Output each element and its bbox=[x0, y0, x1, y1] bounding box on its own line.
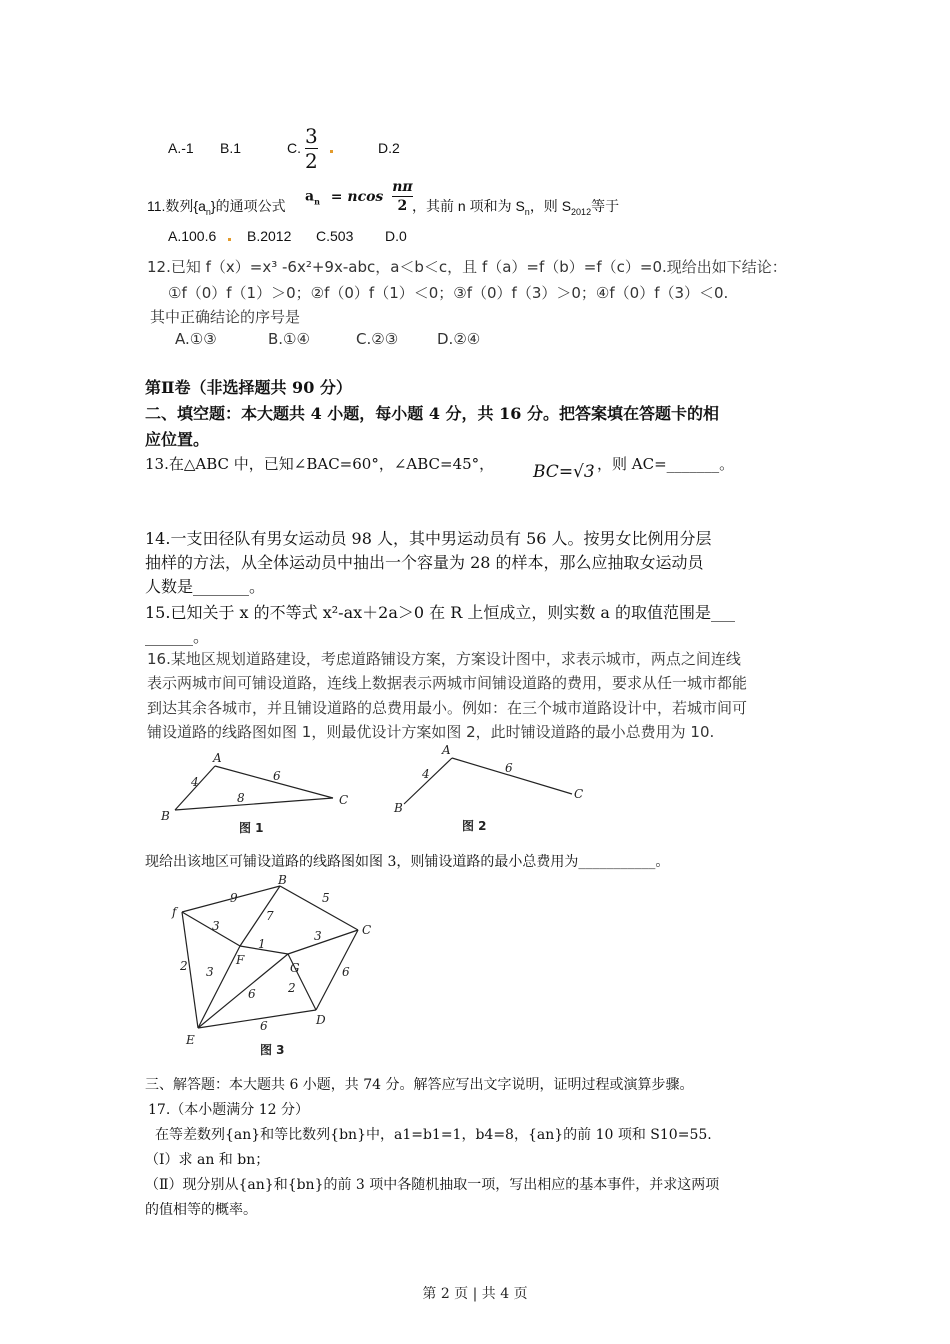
q12-option-d: D.②④ bbox=[437, 330, 481, 348]
figure-3 bbox=[160, 872, 390, 1061]
svg-text:7: 7 bbox=[266, 909, 274, 923]
q17-title: 17.（本小题满分 12 分） bbox=[148, 1102, 309, 1118]
svg-text:9: 9 bbox=[230, 891, 238, 905]
q10-option-b: B.1 bbox=[220, 140, 242, 156]
q11-text: 11.数列$\{a_n\}$的通项公式 bbox=[147, 198, 286, 217]
svg-text:2: 2 bbox=[180, 959, 188, 973]
q17-part2-line1: （Ⅱ）现分别从{an}和{bn}的前 3 项中各随机抽取一项，写出相应的基本事件，并求这两项 bbox=[145, 1177, 720, 1193]
q15-line1: 15.已知关于 x 的不等式 x²-ax＋2a＞0 在 R 上恒成立，则实数 a 的取值范围是___ bbox=[145, 603, 736, 622]
svg-text:A: A bbox=[213, 752, 222, 765]
q14-line2: 抽样的方法，从全体运动员中抽出一个容量为 28 的样本，那么应抽取女运动员 bbox=[145, 553, 704, 572]
q16-after: 现给出该地区可铺设道路的线路图如图 3，则铺设道路的最小总费用为___________。 bbox=[145, 854, 670, 870]
svg-text:6: 6 bbox=[248, 987, 256, 1001]
svg-text:3: 3 bbox=[314, 929, 322, 943]
q17-part1: （Ⅰ）求 an 和 bn； bbox=[145, 1152, 270, 1168]
q10-option-c: C. bbox=[287, 140, 301, 156]
svg-text:4: 4 bbox=[422, 767, 430, 781]
svg-text:C: C bbox=[362, 923, 372, 937]
figure-2 bbox=[390, 742, 600, 841]
q11-option-a: A.100.6 bbox=[168, 228, 217, 244]
figure-1 bbox=[155, 752, 365, 844]
q14-line1: 14.一支田径队有男女运动员 98 人，其中男运动员有 56 人。按男女比例用分层 bbox=[145, 529, 712, 548]
page-footer: 第 2 页 | 共 4 页 bbox=[422, 1286, 528, 1302]
svg-text:图 2: 图 2 bbox=[462, 819, 487, 833]
q16-line4: 铺设道路的线路图如图 1，则最优设计方案如图 2，此时铺设道路的最小总费用为 10. bbox=[147, 723, 715, 741]
svg-text:6: 6 bbox=[260, 1019, 268, 1033]
fill-heading-line1: 二、填空题：本大题共 4 小题，每小题 4 分，共 16 分。把答案填在答题卡的相 bbox=[145, 404, 719, 423]
svg-text:6: 6 bbox=[505, 761, 513, 775]
section3-heading: 三、解答题：本大题共 6 小题，共 74 分。解答应写出文字说明，证明过程或演算步骤。 bbox=[145, 1077, 694, 1093]
q12-option-c: C.②③ bbox=[356, 330, 399, 348]
svg-text:F: F bbox=[236, 953, 245, 967]
q10-option-a: A.-1 bbox=[168, 140, 194, 156]
svg-text:4: 4 bbox=[191, 775, 199, 789]
svg-text:E: E bbox=[186, 1033, 195, 1047]
scan-dot bbox=[228, 238, 231, 241]
q15-line2: ______。 bbox=[145, 627, 210, 646]
q13-text: 13.在△ABC 中，已知∠BAC=60°，∠ABC=45°， bbox=[145, 455, 495, 473]
q11-option-b: B.2012 bbox=[247, 228, 292, 244]
fill-heading-line2: 应位置。 bbox=[145, 430, 210, 449]
q11-suffix: ，其前 n 项和为 $S_n$，则 $S_{2012}$等于 bbox=[412, 198, 620, 217]
svg-text:6: 6 bbox=[273, 769, 281, 783]
svg-text:B: B bbox=[394, 801, 403, 815]
svg-text:8: 8 bbox=[237, 791, 245, 805]
q17-part2-line2: 的值相等的概率。 bbox=[145, 1202, 257, 1218]
svg-text:D: D bbox=[316, 1013, 326, 1027]
q10-option-d: D.2 bbox=[378, 140, 400, 156]
svg-text:B: B bbox=[278, 873, 287, 887]
svg-text:图 1: 图 1 bbox=[239, 821, 264, 835]
section2-title: 第Ⅱ卷（非选择题共 90 分） bbox=[145, 378, 352, 397]
svg-text:6: 6 bbox=[342, 965, 350, 979]
q11-option-d: D.0 bbox=[385, 228, 407, 244]
svg-text:1: 1 bbox=[258, 937, 266, 951]
svg-text:5: 5 bbox=[322, 891, 330, 905]
svg-text:2: 2 bbox=[288, 981, 296, 995]
q12-line3: 其中正确结论的序号是 bbox=[150, 308, 301, 326]
q16-line2: 表示两城市间可铺设道路，连线上数据表示两城市间铺设道路的费用，要求从任一城市都能 bbox=[147, 674, 748, 692]
q11-formula: $a_n = ncos$ $\frac{n\pi}{2}$ bbox=[305, 179, 413, 214]
svg-text:B: B bbox=[161, 809, 170, 823]
svg-text:3: 3 bbox=[206, 965, 214, 979]
svg-text:3: 3 bbox=[212, 919, 220, 933]
q17-line1: 在等差数列{an}和等比数列{bn}中，a1=b1=1，b4=8，{an}的前 10 项和 S10=55. bbox=[155, 1127, 712, 1143]
q12-option-a: A.①③ bbox=[175, 330, 217, 348]
scan-dot bbox=[330, 150, 333, 153]
svg-text:A: A bbox=[442, 743, 451, 757]
q14-line3: 人数是_______。 bbox=[145, 577, 266, 596]
svg-text:G: G bbox=[290, 961, 300, 975]
q12-line2: ①f（0）f（1）＞0；②f（0）f（1）＜0；③f（0）f（3）＞0；④f（0）f（3）＜0. bbox=[168, 284, 729, 302]
q16-line3: 到达其余各城市，并且铺设道路的总费用最小。例如：在三个城市道路设计中，若城市间可 bbox=[147, 699, 748, 717]
svg-text:C: C bbox=[574, 787, 584, 801]
svg-text:C: C bbox=[339, 793, 349, 807]
q12-line1: 12.已知 f（x）=x³ -6x²+9x-abc，a＜b＜c，且 f（a）=f（b）=f（c）=0.现给出如下结论： bbox=[147, 258, 787, 276]
svg-text:图 3: 图 3 bbox=[260, 1043, 285, 1057]
q10-fraction: $\frac{3}{2}$ bbox=[305, 124, 318, 173]
q13-suffix: ，则 AC=_______。 bbox=[597, 455, 735, 473]
q12-option-b: B.①④ bbox=[268, 330, 310, 348]
q11-option-c: C.503 bbox=[316, 228, 354, 244]
svg-text:f: f bbox=[172, 905, 177, 919]
q13-formula: BC=√3 bbox=[533, 462, 595, 482]
q16-line1: 16.某地区规划道路建设，考虑道路铺设方案，方案设计图中，求表示城市，两点之间连线 bbox=[147, 650, 741, 668]
